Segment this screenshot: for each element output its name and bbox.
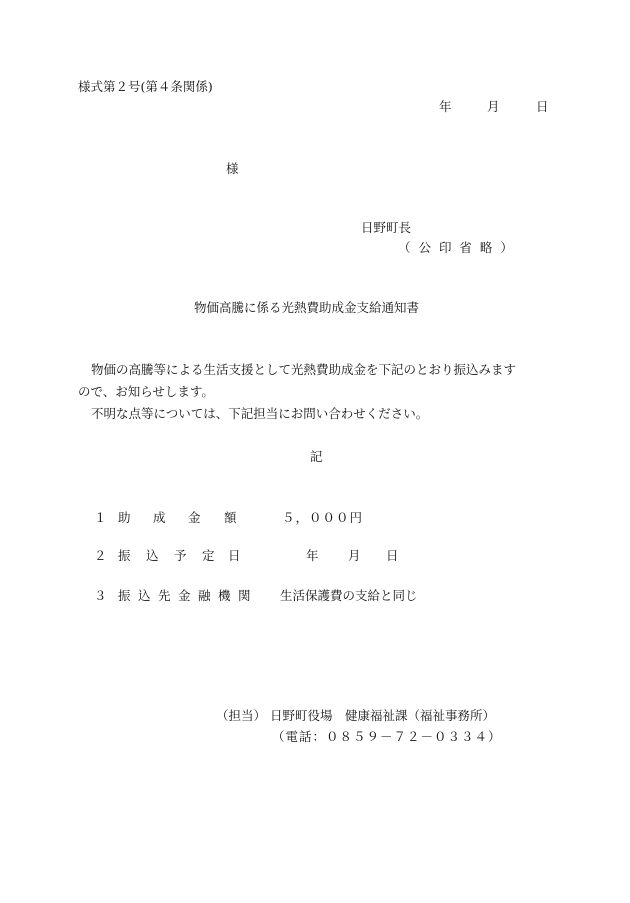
item-number: １ [94,510,107,525]
transfer-year: 年 [306,548,319,563]
contact-phone: （電話：０８５９－７２－０３３４） [272,729,502,744]
grant-amount: ５，０００円 [282,510,364,525]
item-label-char: 込 [146,548,159,563]
transfer-month: 月 [348,548,361,563]
ki-heading: 記 [310,449,323,464]
seal-note: （ 公 印 省 略 ） [398,240,513,255]
item-label-char: 定 [202,548,215,563]
item-label-char: 機 [218,588,231,603]
item-label-char: 助 [118,510,131,525]
recipient-suffix: 様 [226,161,239,176]
item-number: ２ [94,548,107,563]
sender-name: 日野町長 [361,220,412,235]
contact-office: （担当） 日野町役場 健康福祉課（福祉事務所） [216,708,495,723]
item-label-char: 込 [138,588,151,603]
date-year: 年 [439,99,452,114]
item-number: ３ [94,588,107,603]
item-label-char: 予 [174,548,187,563]
item-label-char: 振 [118,588,131,603]
body-line-1: 物価の高騰等による生活支援として光熱費助成金を下記のとおり振込みます [91,362,517,377]
document-title: 物価高騰に係る光熱費助成金支給通知書 [194,300,420,315]
item-label-char: 成 [153,510,166,525]
item-label-char: 融 [198,588,211,603]
bank-info: 生活保護費の支給と同じ [280,588,418,603]
item-label-char: 日 [228,548,241,563]
item-label-char: 金 [178,588,191,603]
item-label-char: 額 [224,510,237,525]
item-label-char: 振 [118,548,131,563]
item-label-char: 金 [188,510,201,525]
transfer-day: 日 [386,548,399,563]
body-line-2: ので、お知らせします。 [78,384,214,399]
form-label: 様式第２号(第４条関係) [78,79,213,94]
body-line-3: 不明な点等については、下記担当にお問い合わせください。 [91,406,429,421]
date-month: 月 [487,99,500,114]
item-label-char: 先 [158,588,171,603]
date-day: 日 [536,99,549,114]
item-label-char: 関 [238,588,251,603]
